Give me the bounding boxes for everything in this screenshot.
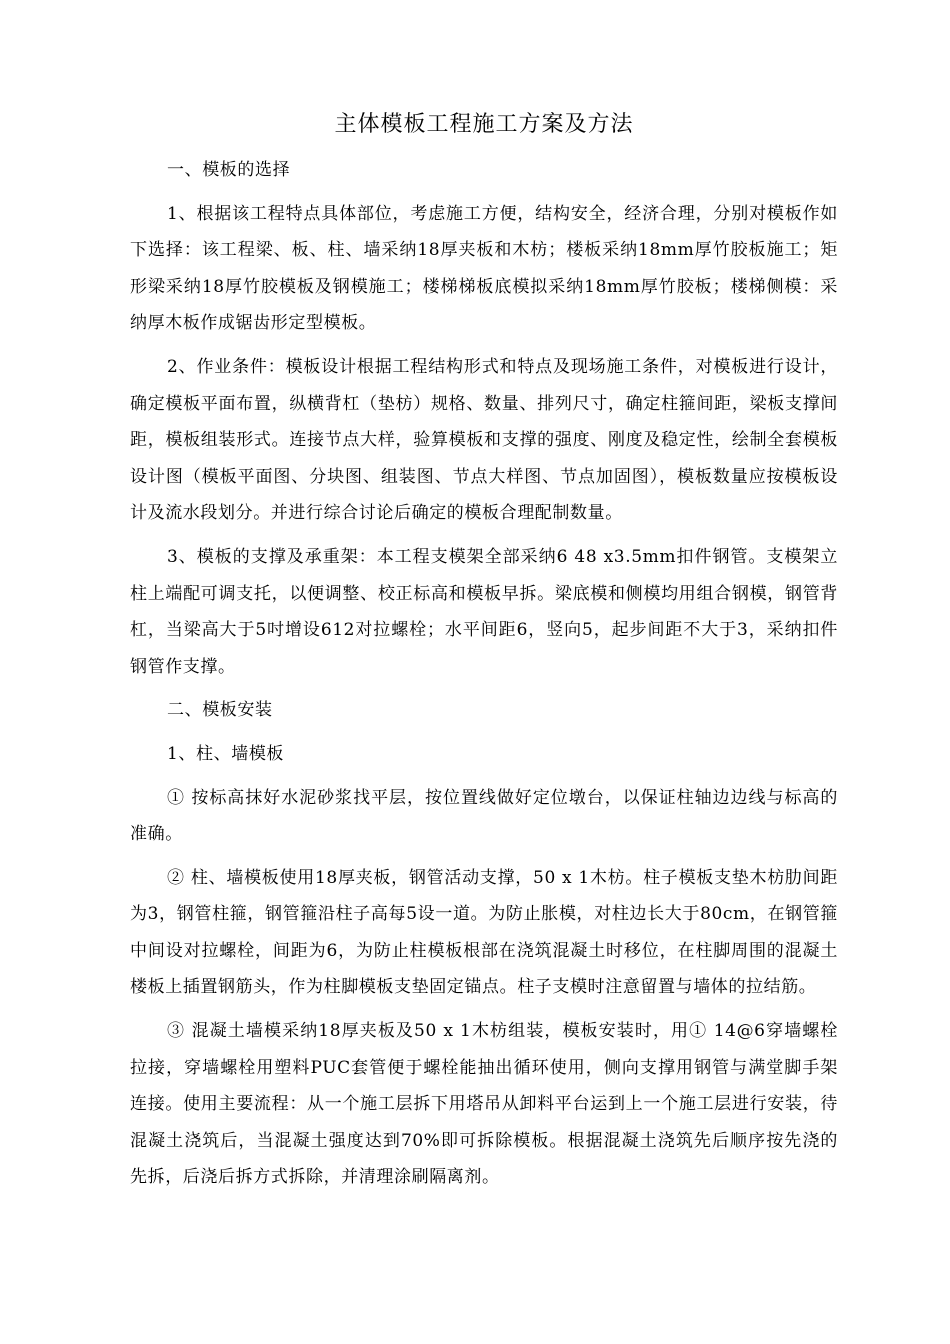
section-heading-1: 一、模板的选择 <box>167 160 291 180</box>
paragraph-5: ② 柱、墙模板使用18厚夹板，钢管活动支撑，50 x 1木枋。柱子模板支垫木枋肋间距为3，钢管柱箍，钢管箍沿柱子高每5设一道。为防止胀模，对柱边长大于80cm，在钢管箍中间设对拉螺栓，间距为6，为防止柱模板根部在浇筑混凝土时移位，在柱脚周围的混凝土楼板上插置钢筋头，作为柱脚模板支垫固定锚点。柱子支模时注意留置与墙体的拉结筋。 <box>130 867 838 998</box>
subsection-heading-1: 1、柱、墙模板 <box>167 743 285 764</box>
paragraph-4: ① 按标高抹好水泥砂浆找平层，按位置线做好定位墩台，以保证柱轴边边线与标高的准确。 <box>130 787 838 845</box>
paragraph-2: 2、作业条件：模板设计根据工程结构形式和特点及现场施工条件，对模板进行设计，确定模板平面布置，纵横背杠（垫枋）规格、数量、排列尺寸，确定柱箍间距，梁板支撑间距，模板组装形式。连接节点大样，验算模板和支撑的强度、刚度及稳定性，绘制全套模板设计图（模板平面图、分块图、组装图、节点大样图、节点加固图），模板数量应按模板设计及流水段划分。并进行综合讨论后确定的模板合理配制数量。 <box>130 356 838 524</box>
section-heading-2: 二、模板安装 <box>167 700 273 721</box>
paragraph-6: ③ 混凝土墙模采纳18厚夹板及50 x 1木枋组装，模板安装时，用① 14@6穿墙螺栓拉接，穿墙螺栓用塑料PUC套管便于螺栓能抽出循环使用，侧向支撑用钢管与满堂脚手架连接。使用主要流程：从一个施工层拆下用塔吊从卸料平台运到上一个施工层进行安装，待混凝土浇筑后，当混凝土强度达到70%即可拆除模板。根据混凝土浇筑先后顺序按先浇的先拆，后浇后拆方式拆除，并清理涂刷隔离剂。 <box>130 1021 838 1188</box>
paragraph-1: 1、根据该工程特点具体部位，考虑施工方便，结构安全，经济合理，分别对模板作如下选择：该工程梁、板、柱、墙采纳18厚夹板和木枋；楼板采纳18mm厚竹胶板施工；矩形梁采纳18厚竹胶模板及钢模施工；楼梯梯板底模拟采纳18mm厚竹胶板；楼梯侧模：采纳厚木板作成锯齿形定型模板。 <box>130 203 838 334</box>
document-body <box>130 152 838 1196</box>
page-title: 主体模板工程施工方案及方法 <box>334 112 634 137</box>
paragraph-3: 3、模板的支撑及承重架：本工程支模架全部采纳6 48 x3.5mm扣件钢管。支模架立柱上端配可调支托，以便调整、校正标高和模板早拆。梁底模和侧模均用组合钢模，钢管背杠，当梁高大于5吋增设612对拉螺栓；水平间距6，竖向5，起步间距不大于3，采纳扣件钢管作支撑。 <box>130 546 838 677</box>
